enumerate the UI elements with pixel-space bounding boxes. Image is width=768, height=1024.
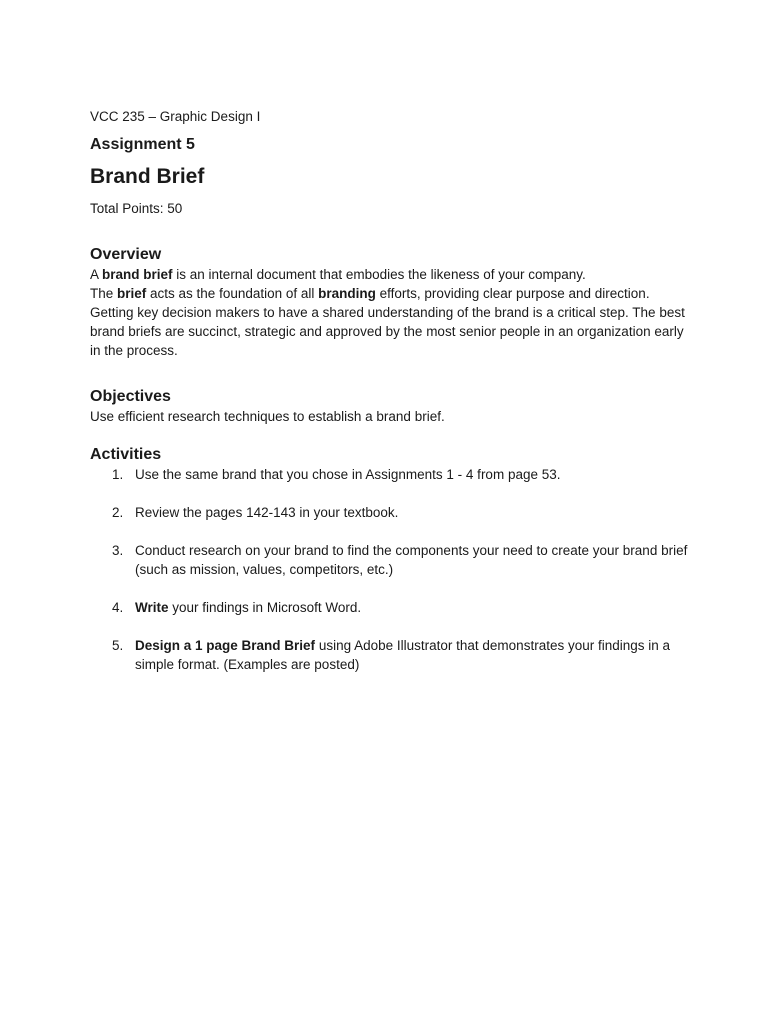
list-number: 1. [112, 467, 124, 482]
list-item-text: your findings in Microsoft Word. [168, 600, 362, 615]
overview-bold-term: branding [318, 286, 376, 301]
list-item-text: using Adobe Illustrator that demonstrates your findings in a simple format. (Examples are posted) [135, 638, 671, 672]
activities-heading: Activities [90, 446, 162, 463]
list-item [90, 465, 690, 484]
list-item [90, 598, 690, 617]
list-item-text: Conduct research on your brand to find the components your need to create your brand brief (such as mission, values, competitors, etc.) [135, 543, 688, 577]
list-item-bold: Design a 1 page Brand Brief [135, 638, 316, 653]
objectives-section [90, 387, 690, 426]
course-name: VCC 235 – Graphic Design I [90, 109, 261, 124]
total-points: Total Points: 50 [90, 201, 183, 216]
list-number: 4. [112, 600, 124, 615]
objectives-heading: Objectives [90, 388, 171, 405]
overview-text: Getting key decision makers to have a shared understanding of the brand is a critical step. The best brand briefs are succinct, strategic and approved by the most senior people in an organization early in the process. [90, 305, 685, 358]
overview-text: efforts, providing clear purpose and direction. [375, 286, 650, 301]
list-number: 5. [112, 638, 124, 653]
overview-text: A [90, 267, 103, 282]
overview-text: acts as the foundation of all [146, 286, 319, 301]
overview-text: The [90, 286, 118, 301]
list-item-text: Review the pages 142-143 in your textbook. [135, 505, 399, 520]
list-item [90, 636, 690, 674]
list-number: 3. [112, 543, 124, 558]
objectives-text: Use efficient research techniques to establish a brand brief. [90, 409, 445, 424]
page-title: Brand Brief [90, 165, 205, 188]
overview-section [90, 245, 690, 360]
assignment-number: Assignment 5 [90, 136, 195, 153]
activities-section [90, 445, 690, 674]
overview-body [90, 284, 690, 360]
overview-text: is an internal document that embodies the likeness of your company. [172, 267, 586, 282]
list-item-text: Use the same brand that you chose in Assignments 1 - 4 from page 53. [135, 467, 561, 482]
overview-line-1 [90, 265, 690, 284]
list-number: 2. [112, 505, 124, 520]
overview-bold-term: brief [117, 286, 147, 301]
activities-list [90, 465, 690, 674]
list-item [90, 503, 690, 522]
overview-heading: Overview [90, 246, 162, 263]
list-item-bold: Write [135, 600, 169, 615]
overview-bold-term: brand brief [102, 267, 173, 282]
document-page [90, 108, 690, 693]
list-item [90, 541, 690, 579]
